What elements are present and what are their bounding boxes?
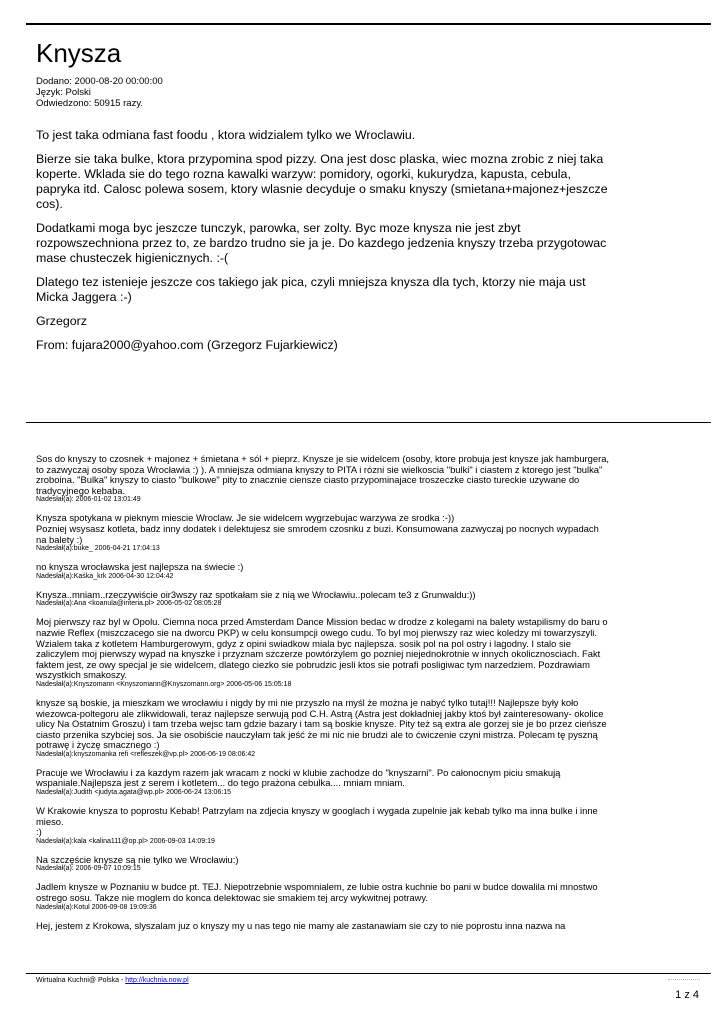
comment (36, 617, 610, 689)
meta-visits: Odwiedzono: 50915 razy. (36, 98, 144, 109)
article-paragraph: Bierze sie taka bulke, ktora przypomina spod pizzy. Ona jest dosc plaska, wiec mozna zrobic z niej taka koperte. Wklada sie do tego rozna kawalki warzyw: pomidory, ogorki, kukurydza, kapusta, cebula, papryka itd. Calosc polewa sosem, ktory wlasnie decyduje o smaku knyszy (smietana+majonez+jeszcze cos). (36, 152, 608, 211)
footer-mark (668, 979, 700, 980)
footer-site-label: Wirtualna Kuchni@ Polska - (36, 977, 126, 984)
comment-body: Knysza spotykana w pieknym miescie Wroclaw. Je sie widelcem wygrzebujac warzywa ze srodka :-)) Pozniej wsysasz kotleta, badz inny dodatek i delektujesz sie smrodem czosnku z buzi. Konsumowana zazwyczaj po nocnych wypadach na balety :) (36, 512, 599, 545)
article-paragraph: Dlatego tez istenieje jeszcze cos takiego jak pica, czyli mniejsza knysza dla tych, ktorzy nie maja ust Micka Jaggera :-) (36, 275, 586, 304)
comment-body: knysze są boskie, ja mieszkam we wrocławiu i nigdy by mi nie przyszło na myśl że można je nabyć tylko tutaj!!! Najlepsze były koło wiezowca-poltegoru ale zlikwidowali, teraz najlepsze serwują pod C.H. Astrą (Astra jest dokładniej jakby ktoś był zainteresowany- okolice ulicy Na Ostatnim Groszu) i tam trzeba wejsc tam gdzie bazary i tam są boskie knysze. Pity też są extra ale gorzej sie je bo przez cieńsze ciasto przenika szybciej sos. Ja sie osobiście nauczyłam tak jeść że mi nic nie brudzi ale to ćwiczenie czyni mistrza. Polecam tę pyszną potrawę i życzę smacznego :) (36, 696, 607, 751)
article-paragraph: To jest taka odmiana fast foodu , ktora widzialem tylko we Wroclawiu. (36, 128, 416, 142)
comment-author: Nadesłał(a):Knyszomann <Knyszomann@Knyszomann.org> 2006-05-06 15:05:18 (36, 680, 292, 688)
comment (36, 806, 610, 846)
page-title: Knysza (36, 38, 122, 68)
comment-body: Knysza..mniam..rzeczywiście oir3wszy raz spotkałam sie z nią we Wrocławiu..polecam te3 z Grunwaldu:)) (36, 588, 476, 600)
comment (36, 513, 610, 553)
article-body (36, 128, 616, 362)
comment-author: Nadesłał(a):knyszomanka refi <refleszek@vp.pl> 2006-06-19 08:06:42 (36, 750, 256, 758)
article-meta (36, 76, 163, 109)
comment (36, 921, 610, 932)
comment-body: Na szczęście knysze są nie tylko we Wrocławiu:) (36, 853, 239, 865)
article-divider (26, 422, 711, 423)
comment (36, 590, 610, 609)
comment-author: Nadesłał(a): 2006-09-07 10:09:15 (36, 865, 141, 873)
comment-author: Nadesłał(a):Ana <koanula@interia.pl> 2006-05-02 08:05:28 (36, 600, 222, 608)
comment-body: Moj pierwszy raz byl w Opolu. Ciemna noca przed Amsterdam Dance Mission bedac w drodze z kolegami na balety wstapilismy do baru o nazwie Reflex (miszczacego sie na dworcu PKP) w celu konsumpcji owego cudu. To byl moj pierwszy raz wiec koledzy mi towarzyszyli. Wzialem taka z kotletem Hamburgerowym, gdyz z opini swiadkow miala byc najlepsza. sosik pol na pol ostry i lagodny. I stalo sie zaliczylem moj pierwszy wypad na knyszke i przyznam szczerze powtórzylem go pozniej niejednokrotnie w innych okolicznosciach. Fakt faktem jest, ze owy specjal je sie widelcem, dlatego ciezko sie pobrudzic jesli ktos sie potrafi posligiwac tym narzedziem. Pozdrawiam wszystkich smakoszy. (36, 616, 608, 681)
comment (36, 855, 610, 874)
comment-body: Hej, jestem z Krokowa, slyszalam juz o knyszy my u nas tego nie mamy ale zastanawiam sie czy to nie poprostu inna nazwa na (36, 919, 566, 931)
comment-author: Nadesłał(a):Kaśka_krk 2006-04-30 12:04:42 (36, 572, 174, 580)
comment (36, 698, 610, 759)
footer-rule (26, 973, 711, 974)
footer-site-link[interactable]: http://kuchnia.now.pl (125, 977, 189, 984)
comment-author: Nadesłał(a):Kotul 2006-09-08 19:09:36 (36, 903, 157, 911)
comment-body: W Krakowie knysza to poprostu Kebab! Patrzylam na zdjecia knyszy w googlach i wygada zupelnie jak kebab tylko ma inna bulke i inne mieso. :) (36, 805, 598, 838)
page-footer (36, 977, 189, 984)
comment-author: Nadesłał(a):Judith <judyta.agata@wp.pl> 2006-06-24 13:06:15 (36, 789, 232, 797)
comments-list (36, 454, 610, 940)
comment-body: Pracuje we Wrocławiu i za kazdym razem jak wracam z nocki w klubie zachodze do "knyszarni". Po całonocnym piciu smakują wspaniale.Najlepsza jest z serem i kotletem... do tego prażona cebulka.... mniam mniam. (36, 766, 561, 789)
article-signature: Grzegorz (36, 314, 87, 328)
comment-body: no knysza wrocławska jest najlepsza na świecie :) (36, 561, 244, 573)
page-number: 1 z 4 (675, 989, 699, 1001)
article-from: From: fujara2000@yahoo.com (Grzegorz Fujarkiewicz) (36, 338, 338, 352)
meta-added: Dodano: 2000-08-20 00:00:00 (36, 76, 163, 87)
top-rule (26, 23, 711, 25)
comment (36, 562, 610, 581)
comment-author: Nadesłał(a):buke_ 2006-04-21 17:04:13 (36, 545, 160, 553)
comment-author: Nadesłał(a):kala <kalina111@op.pl> 2006-09-03 14:09:19 (36, 837, 215, 845)
comment (36, 882, 610, 911)
comment (36, 454, 610, 504)
comment-body: Sos do knyszy to czosnek + majonez + śmietana + sól + pieprz. Knysze je sie widelcem (osoby, ktore probuja jest knysze jak hamburgera, to zazwyczaj osoby spoza Wrocławia :) ). A mniejsza odmiana knyszy to PITA i rózni sie wielkoscia "bulki" i ciastem z ktorego jest "bulka" zroboina. "Bulka" knyszy to ciasto "bulkowe" pity to znacznie ciensze ciasto przypominajace troszeczke ciasto tureckie uzywane do tradycyjnego kebaba. (36, 453, 610, 496)
article-paragraph: Dodatkami moga byc jeszcze tunczyk, parowka, ser zolty. Byc moze knysza nie jest zbyt rozpowszechniona przez to, ze bardzo trudno sie ja je. Do kazdego jedzenia knyszy trzeba przygotowac mase chusteczek higienicznych. :-( (36, 221, 607, 265)
comment (36, 768, 610, 797)
comment-body: Jadlem knysze w Poznaniu w budce pt. TEJ. Niepotrzebnie wspomnialem, ze lubie ostra kuchnie bo pani w budce dowalila mi mnostwo ostrego sosu. Takze nie moglem do konca delektowac sie smakiem tej arcy wykwitnej potrawy. (36, 881, 598, 904)
meta-language: Język: Polski (36, 87, 91, 98)
comment-author: Nadesłał(a): 2006-01-02 13:01:49 (36, 496, 141, 504)
